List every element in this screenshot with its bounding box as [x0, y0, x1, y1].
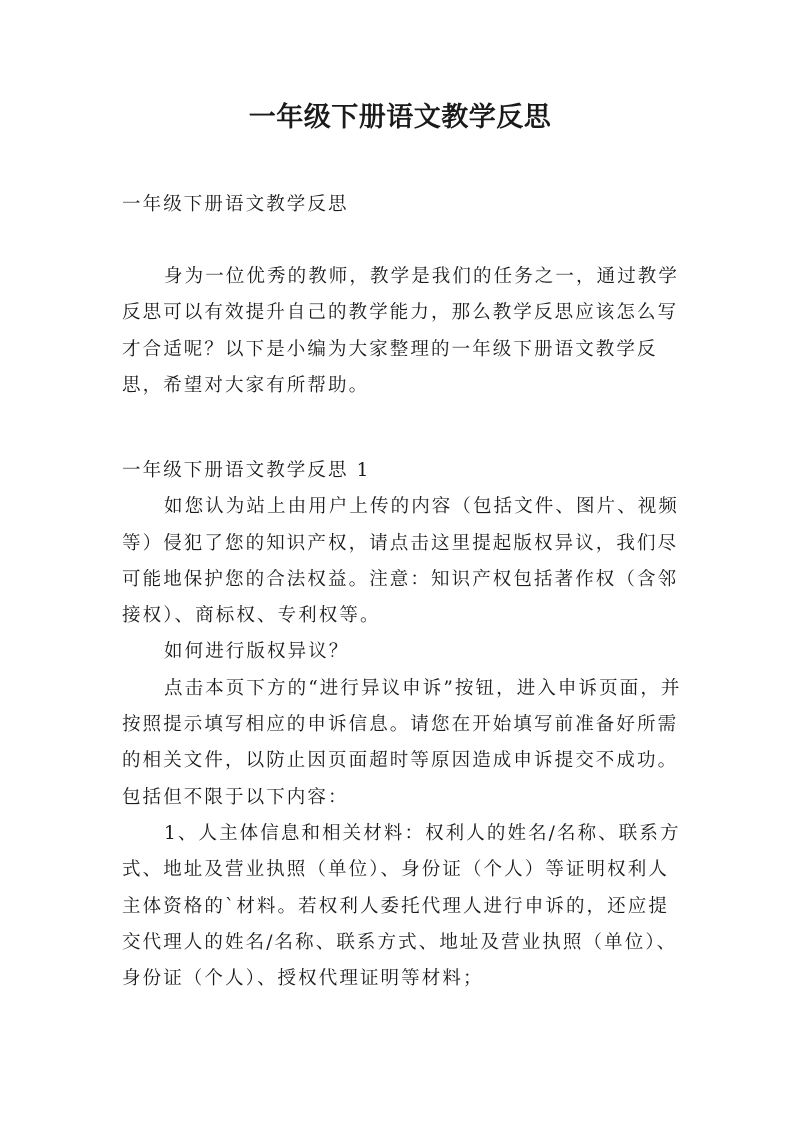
- section-heading: 一年级下册语文教学反思 1: [122, 460, 371, 481]
- paragraph-question: 如何进行版权异议？: [164, 641, 350, 663]
- paragraph-instructions: 点击本页下方的“进行异议申诉”按钮，进入申诉页面，并按照提示填写相应的申诉信息。请您在开始填写前准备好所需的相关文件，以防止因页面超时等原因造成申诉提交不成功。包括但不限于以下内容：: [122, 677, 682, 808]
- paragraph-item-1: 1、人主体信息和相关材料：权利人的姓名/名称、联系方式、地址及营业执照（单位）、身份证（个人）等证明权利人主体资格的`材料。若权利人委托代理人进行申诉的，还应提交代理人的姓名/名称、联系方式、地址及营业执照（单位）、身份证（个人）、授权代理证明等材料；: [122, 822, 681, 990]
- document-subtitle: 一年级下册语文教学反思: [122, 194, 349, 215]
- paragraph-copyright-notice: 如您认为站上由用户上传的内容（包括文件、图片、视频等）侵犯了您的知识产权，请点击这里提起版权异议，我们尽可能地保护您的合法权益。注意：知识产权包括著作权（含邻接权）、商标权、专利权等。: [122, 496, 680, 627]
- intro-paragraph: 身为一位优秀的教师，教学是我们的任务之一，通过教学反思可以有效提升自己的教学能力，那么教学反思应该怎么写才合适呢？以下是小编为大家整理的一年级下册语文教学反思，希望对大家有所帮助。: [122, 266, 680, 396]
- document-title: 一年级下册语文教学反思: [248, 102, 552, 133]
- section-1: [122, 453, 682, 997]
